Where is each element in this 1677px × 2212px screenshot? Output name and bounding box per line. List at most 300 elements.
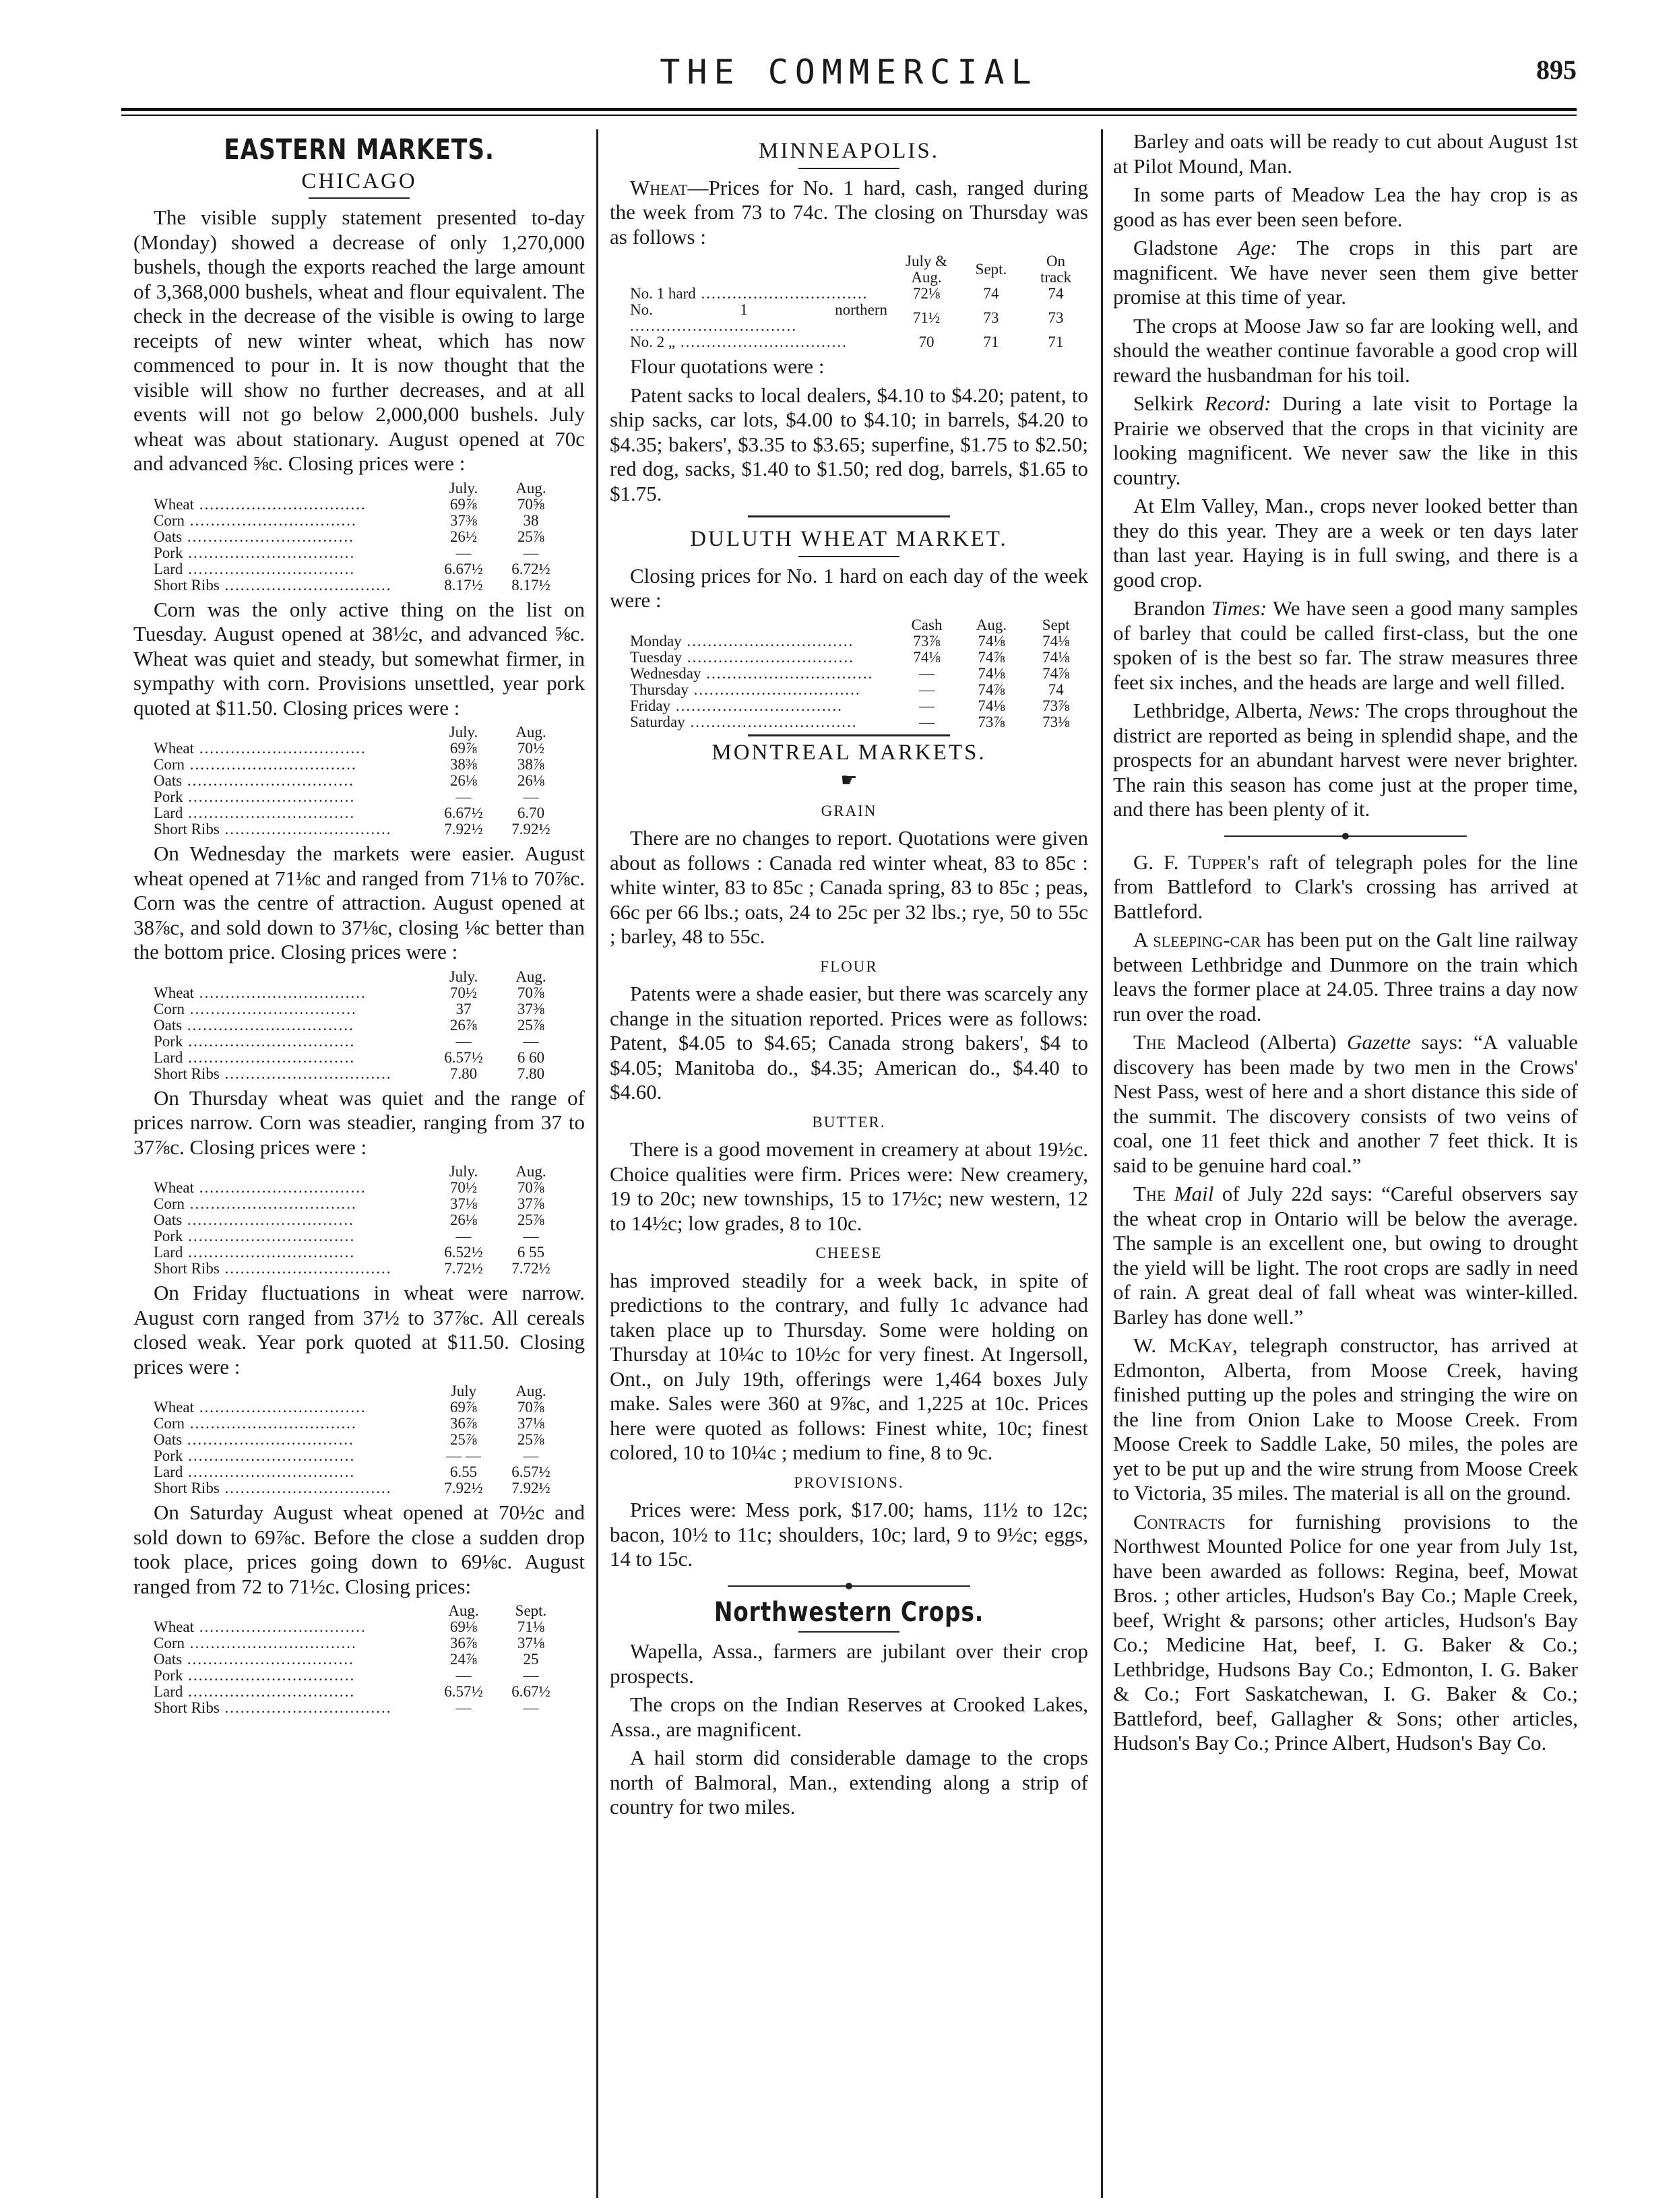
header-blank [147, 480, 430, 497]
leader-dots [183, 804, 355, 821]
lead-words: A sleeping-car [1133, 928, 1261, 951]
price-cell: 73⅞ [913, 632, 941, 650]
row-label [147, 1684, 430, 1700]
note-text: The crops throughout the district are reported as being in splendid shape, and the prospects for an abundant harvest were never brighter. The rain this season has come just at the proper time, and there has been plenty of it. [1113, 699, 1578, 821]
price-cell: 70⅝ [517, 495, 545, 513]
lead-words: The [1133, 1182, 1166, 1205]
price-cell: 38⅜ [449, 756, 478, 773]
note-text: The crops in this part are magnificent. We have never seen them give better promise at this time of year. [1113, 236, 1578, 309]
price-cell: 73 [1048, 309, 1064, 326]
price-cell: 37⅜ [517, 1000, 545, 1017]
row-label [623, 302, 894, 334]
price-cell: 7.92½ [444, 821, 483, 838]
row-label [147, 1196, 430, 1212]
leader-dots [182, 1017, 354, 1034]
row-label [147, 1399, 430, 1416]
montreal-grain: There are no changes to report. Quotations were given about as follows : Canada red winter wheat, 83 to 85c : white winter, 83 to 85c ; Canada spring, 83 to 85c ; peas, 66c per 66 lbs.; oats, 24 to 25c per 32 lbs.; rye, 50 to 55c ; barley, 48 to 55c. [610, 826, 1088, 948]
paper-name: Mail [1174, 1182, 1214, 1205]
leader-dots [682, 633, 854, 650]
crop-note-pilot-mound: Barley and oats will be ready to cut about August 1st at Pilot Mound, Man. [1113, 129, 1578, 178]
column-header: Sept. [515, 1602, 547, 1619]
crop-note-gladstone [1113, 236, 1578, 310]
price-cell: 26⅛ [517, 772, 545, 789]
price-table [147, 1603, 565, 1716]
leader-dots [630, 317, 797, 334]
table-row [623, 666, 1088, 682]
row-label [147, 773, 430, 789]
row-label [147, 1635, 430, 1651]
table-row [147, 1244, 565, 1261]
price-cell: — [523, 788, 539, 805]
table-row [147, 1700, 565, 1716]
price-cell: 6.67½ [444, 560, 483, 577]
leader-dots [183, 1033, 355, 1050]
news-text: of July 22d says: “Careful observers say the wheat crop in Ontario will be below the average. The sample is an excellent one, but owing to drought the yield will be light. The root crops are sadly in need of rain. A great deal of fall wheat was winter-killed. Barley has done well.” [1113, 1182, 1578, 1329]
row-label [623, 714, 894, 730]
column-header: Aug. [515, 968, 546, 985]
price-cell: 69⅞ [449, 495, 478, 513]
price-cell: 37 [455, 1000, 472, 1017]
price-cell: 70½ [449, 984, 478, 1001]
price-cell: 7.92½ [511, 821, 550, 838]
leader-dots [194, 1399, 367, 1416]
price-cell: 69⅞ [449, 740, 478, 757]
column-header: Cash [911, 616, 943, 633]
row-label [147, 1668, 430, 1684]
short-rule [309, 197, 410, 199]
table-row [147, 1432, 565, 1448]
paper-name: Gazette [1347, 1030, 1411, 1054]
row-label-text: Lard [154, 804, 183, 821]
leader-dots [182, 772, 354, 789]
row-label [147, 821, 430, 838]
table-row [147, 1228, 565, 1244]
row-label [147, 1001, 430, 1017]
news-mckay [1113, 1333, 1578, 1506]
row-label [623, 682, 894, 698]
crop-note-lethbridge [1113, 699, 1578, 822]
price-cell: 38⅞ [517, 756, 545, 773]
row-label [147, 1180, 430, 1196]
row-label-text: Corn [154, 1415, 185, 1432]
montreal-butter: There is a good movement in creamery at about 19½c. Choice qualities were firm. Prices were: New creamery, 19 to 20c; new townships, 15 to 17½c; new western, 12 to 14½c; low grades, 8 to 10c. [610, 1137, 1088, 1235]
row-label-text: No. 2 „ [630, 334, 676, 350]
leader-dots [183, 788, 355, 805]
price-cell: 6 55 [517, 1244, 545, 1261]
table-row [147, 497, 565, 513]
price-table [623, 617, 1088, 730]
news-tupper [1113, 850, 1578, 924]
section-heading-eastern-markets: EASTERN MARKETS. [224, 133, 495, 166]
leader-dots [183, 1463, 355, 1480]
price-cell: — [918, 697, 935, 714]
table-row [623, 633, 1088, 650]
row-label [147, 1212, 430, 1228]
table-header-row [147, 1603, 565, 1619]
table-row [623, 714, 1088, 730]
table-row [147, 1180, 565, 1196]
table-row [623, 698, 1088, 714]
news-text: has been put on the Galt line railway between Lethbridge and Dunmore on the train which leavs the former place at 24.05. Three trains a day now run over the road. [1113, 928, 1578, 1025]
row-label-text: Tuesday [630, 648, 683, 666]
price-cell: 6 60 [517, 1048, 545, 1066]
chicago-closing-prices [133, 1164, 585, 1277]
leader-dots [185, 1415, 357, 1432]
price-cell: 74⅞ [978, 681, 1005, 698]
row-label-text: Lard [154, 1683, 183, 1700]
leader-dots [182, 1211, 354, 1228]
subheading-montreal: MONTREAL MARKETS. [711, 740, 986, 765]
minneapolis-intro-text: —Prices for No. 1 hard, cash, ranged during the week from 73 to 74c. The closing on Thursday was as follows : [610, 175, 1088, 249]
price-cell: 7.72½ [444, 1260, 483, 1277]
row-label [147, 1050, 430, 1066]
table-header-row [147, 480, 565, 497]
row-label-text: Friday [630, 697, 671, 714]
price-cell: 6.52½ [444, 1244, 483, 1261]
row-label [147, 1651, 430, 1668]
price-cell: 74⅞ [978, 648, 1005, 666]
row-label-text: Pork [154, 1447, 183, 1464]
header-blank [147, 1383, 430, 1399]
leader-dots [185, 756, 357, 773]
column-minneapolis-duluth-montreal [610, 129, 1088, 1824]
header-blank [623, 617, 894, 633]
source-name: Selkirk [1133, 391, 1205, 415]
page-number: 895 [1536, 55, 1577, 85]
table-row [147, 805, 565, 821]
table-row [147, 773, 565, 789]
row-label-text: Wheat [154, 984, 195, 1001]
row-label [147, 577, 430, 594]
lead-words: W. McKay, [1133, 1333, 1238, 1357]
table-row [147, 529, 565, 545]
column-divider-2 [1101, 129, 1103, 2198]
table-row [147, 1261, 565, 1277]
leader-dots [220, 1699, 392, 1716]
price-cell: 73⅞ [1042, 697, 1070, 714]
table-row [623, 286, 1088, 302]
table-row [147, 1619, 565, 1635]
row-label [147, 740, 430, 757]
news-contracts [1113, 1510, 1578, 1756]
row-label-text: Monday [630, 632, 682, 650]
row-label-text: Corn [154, 756, 185, 773]
table-row [147, 1651, 565, 1668]
table-header-row [147, 969, 565, 985]
source-paper: News: [1308, 699, 1361, 722]
chicago-para: On Wednesday the markets were easier. August wheat opened at 71⅛c and ranged from 71⅛ to 70⅞c. Corn was the centre of attraction. August opened at 38⅞c, and sold down to 37⅛c, closing ⅛c better than the bottom price. Closing prices were : [133, 842, 585, 963]
price-cell: 71⅛ [517, 1618, 545, 1635]
leader-dots [194, 496, 367, 513]
price-cell: 37⅛ [449, 1195, 478, 1212]
northwestern-para-1: Wapella, Assa., farmers are jubilant over their crop prospects. [610, 1639, 1088, 1688]
price-cell: 37⅛ [517, 1635, 545, 1651]
price-cell: 6.70 [517, 804, 545, 821]
price-cell: 69⅞ [449, 1399, 478, 1416]
section-heading-northwestern-crops: Northwestern Crops. [714, 1596, 984, 1628]
row-label-text: Wheat [154, 1399, 195, 1416]
leader-dots [689, 681, 861, 698]
row-label [147, 1464, 430, 1480]
price-cell: 7.92½ [511, 1480, 550, 1496]
price-cell: 74 [983, 285, 999, 302]
news-sleeping-car [1113, 928, 1578, 1026]
row-label-text: Short Ribs [154, 1480, 220, 1496]
price-cell: 24⅞ [449, 1651, 478, 1668]
table-row [147, 1399, 565, 1416]
section-rule [748, 515, 950, 517]
row-label-text: Wheat [154, 1618, 195, 1635]
row-label [147, 1261, 430, 1277]
row-label-text: Wheat [154, 495, 195, 513]
price-cell: 7.80 [449, 1065, 478, 1082]
price-cell: 26½ [449, 528, 478, 545]
price-cell: 74⅛ [1042, 648, 1070, 666]
column-header: Sept. [975, 261, 1007, 278]
price-cell: 74⅛ [1042, 632, 1070, 650]
leader-dots [670, 697, 843, 714]
header-blank [147, 1603, 430, 1619]
leader-dots [675, 334, 848, 350]
table-row [623, 682, 1088, 698]
montreal-flour: Patents were a shade easier, but there was scarcely any change in the situation reported. Prices were as follows: Patent, $4.05 to $4.65; Canada strong bakers', $4 to $4.05; Manitoba do., $4.35; American do., $4.40 to $4.60. [610, 982, 1088, 1104]
price-cell: 36⅞ [449, 1415, 478, 1432]
leader-dots [220, 577, 392, 594]
row-label-text: Short Ribs [154, 821, 220, 838]
row-label-text: Oats [154, 528, 183, 545]
chicago-closing-prices [133, 969, 585, 1082]
montreal-provisions: Prices were: Mess pork, $17.00; hams, 11½ to 12c; bacon, 10½ to 11c; shoulders, 10c; lard, 9 to 9½c; eggs, 14 to 15c. [610, 1498, 1088, 1571]
table-header-row [147, 1383, 565, 1399]
table-row [147, 1066, 565, 1082]
crop-note-brandon [1113, 596, 1578, 695]
price-cell: 6.57½ [444, 1683, 483, 1700]
leader-dots [182, 1651, 354, 1668]
leader-dots [185, 1001, 357, 1017]
leader-dots [194, 1618, 367, 1635]
leader-dots [220, 1260, 392, 1277]
column-header: Aug. [448, 1602, 479, 1619]
price-cell: 71 [1048, 334, 1064, 350]
row-label-text: Wheat [154, 740, 195, 757]
table-header-row [147, 724, 565, 740]
section-rule [748, 734, 950, 736]
news-text: for furnishing provisions to the Northwest Mounted Police for one year from July 1st, have been awarded as follows: Regina, beef, Mowat Bros. ; other articles, Hudson's Bay Co.; Maple Creek, beef, Wright & parsons; other articles, Hudson's Bay Co.; Medicine Hat, beef, I. G. Baker & Co.; Lethbridge, Hudsons Bay Co.; Edmonton, I. G. Baker & Co.; Fort Saskatchewan, I. G. Baker & Co.; Battleford, beef, Gallagher & Sons; other articles, Hudson's Bay Co.; Prince Albert, Hudson's Bay Co. [1113, 1509, 1578, 1755]
crop-note-elm-valley: At Elm Valley, Man., crops never looked better than they do this year. They are a week or ten days later than last year. Haying is in full swing, and there is a good crop. [1113, 494, 1578, 592]
short-rule [798, 556, 899, 557]
note-text: We have seen a good many samples of barley that could be called first-class, but the one spoken of is the best so far. The straw measures three feet six inches, and the heads are large and well filled. [1113, 596, 1578, 694]
price-cell: 36⅞ [449, 1635, 478, 1651]
leader-dots [182, 528, 354, 545]
row-label-text: No. 1 northern [630, 301, 888, 318]
crop-note-meadow-lea: In some parts of Meadow Lea the hay crop is as good as has ever been seen before. [1113, 183, 1578, 231]
column-crop-news [1113, 129, 1578, 1760]
row-label [147, 545, 430, 561]
column-header: Aug. [515, 724, 546, 740]
row-label-text: Lard [154, 1048, 183, 1066]
source-name: Brandon [1133, 596, 1211, 620]
table-row [623, 650, 1088, 666]
column-header: July [450, 1383, 477, 1399]
table-row [147, 1480, 565, 1496]
row-label [147, 1244, 430, 1261]
table-row [147, 1416, 565, 1432]
row-label [147, 1034, 430, 1050]
row-label-text: Short Ribs [154, 1065, 220, 1082]
table-row [147, 1196, 565, 1212]
column-header: July. [449, 1163, 478, 1180]
table-row [623, 302, 1088, 334]
crop-note-selkirk [1113, 391, 1578, 490]
publication-title: THE COMMERCIAL [660, 53, 1038, 92]
row-label [147, 1448, 430, 1464]
table-row [147, 1464, 565, 1480]
column-header: Aug. [515, 479, 546, 497]
price-cell: 6.67½ [444, 804, 483, 821]
row-label [147, 497, 430, 513]
table-row [147, 577, 565, 594]
price-cell: 38 [523, 511, 539, 529]
northwestern-para-2: The crops on the Indian Reserves at Crooked Lakes, Assa., are magnificent. [610, 1693, 1088, 1741]
grain-heading: GRAIN [821, 802, 877, 819]
table-row [147, 985, 565, 1001]
leader-dots [183, 1244, 355, 1261]
leader-dots [194, 1179, 367, 1196]
table-row [147, 740, 565, 757]
price-table [147, 724, 565, 838]
price-table [147, 480, 565, 594]
row-label-text: Corn [154, 511, 185, 529]
lead-words: G. F. Tupper's [1133, 850, 1259, 874]
header-blank [147, 724, 430, 740]
price-cell: 73⅛ [1042, 713, 1070, 730]
table-row [147, 821, 565, 838]
minneapolis-price-table [610, 253, 1088, 350]
chicago-closing-prices [133, 1383, 585, 1496]
leader-dots [185, 512, 357, 529]
chicago-para: On Thursday wheat was quiet and the range of prices narrow. Corn was steadier, ranging from 37 to 37⅞c. Closing prices were : [133, 1085, 585, 1159]
leader-dots [194, 740, 367, 757]
masthead-rule-thick [121, 108, 1577, 111]
price-cell: — [455, 544, 472, 561]
price-cell: 74⅛ [978, 664, 1005, 682]
flour-heading: FLOUR [820, 957, 878, 975]
row-label [623, 650, 894, 666]
row-label [147, 1432, 430, 1448]
row-label-text: Thursday [630, 681, 689, 698]
source-name: Gladstone [1133, 236, 1238, 259]
header-blank [147, 1164, 430, 1180]
price-cell: 6.67½ [511, 1683, 550, 1700]
column-header: Aug. [976, 616, 1007, 633]
row-label [147, 985, 430, 1001]
masthead [121, 53, 1577, 96]
price-cell: 37⅞ [517, 1195, 545, 1212]
duluth-intro: Closing prices for No. 1 hard on each day of the week were : [610, 563, 1088, 612]
row-label-text: Oats [154, 1431, 183, 1448]
butter-heading: BUTTER. [812, 1113, 886, 1131]
row-label-text: No. 1 hard [630, 285, 696, 302]
price-cell: 74 [1048, 681, 1064, 698]
price-cell: — [918, 681, 935, 698]
column-header: Sept [1042, 616, 1070, 633]
price-cell: 25⅞ [517, 1211, 545, 1228]
price-cell: 70⅞ [517, 984, 545, 1001]
column-header: Aug. [515, 1383, 546, 1399]
price-cell: — [455, 1699, 472, 1716]
price-cell: 25⅞ [517, 1016, 545, 1034]
price-cell: 26⅛ [449, 772, 478, 789]
price-cell: 37⅜ [449, 511, 478, 529]
source-paper: Age: [1238, 236, 1277, 259]
row-label [147, 1480, 430, 1496]
row-label-text: Lard [154, 1244, 183, 1261]
price-cell: — [523, 1447, 539, 1464]
leader-dots [183, 1683, 355, 1700]
table-row [147, 789, 565, 805]
table-row [147, 1212, 565, 1228]
row-label [147, 561, 430, 577]
table-row [147, 1001, 565, 1017]
montreal-cheese: has improved steadily for a week back, in spite of predictions to the contrary, and fully 1c advance had taken place up to Thursday. Some were holding on Thursday at 10¼c to 10½c for very finest. At Ingersoll, Ont., on July 19th, offerings were 1,464 boxes July make. Sales were 360 at 9⅞c, and 1,225 at 10c. Prices here were quoted as follows: Finest white, 10c; finest colored, 10 to 10¼c ; medium to fine, 8 to 9c. [610, 1268, 1088, 1464]
short-rule [798, 1631, 899, 1633]
note-text: During a late visit to Portage la Prairie we observed that the crops in that vicinity are looking magnificent. We never saw the like in this country. [1113, 391, 1578, 489]
leader-dots [701, 665, 873, 682]
column-header: July. [449, 479, 478, 497]
price-cell: — [523, 544, 539, 561]
row-label [147, 529, 430, 545]
price-cell: 72⅛ [912, 285, 941, 302]
row-label [147, 805, 430, 821]
chicago-closing-prices [133, 1603, 585, 1716]
news-text: says: “A valuable discovery has been made by two men in the Crows' Nest Pass, west of here and a short distance this side of the summit. The discovery consists of two veins of coal, one 11 feet thick and another 7 feet thick. It is said to be genuine hard coal.” [1113, 1030, 1578, 1177]
price-cell: — [455, 788, 472, 805]
news-text: telegraph constructor, has arrived at Edmonton, Alberta, from Moose Creek, having finished putting up the poles and stringing the wire on the line from Onion Lake to Moose Creek. From Moose Creek to Saddle Lake, 50 miles, the poles are yet to be put up and the wire strung from Moose Creek to Victoria, 35 miles. The material is all on the ground. [1113, 1333, 1579, 1505]
price-cell: — [523, 1667, 539, 1684]
leader-dots [183, 544, 355, 561]
row-label [623, 666, 894, 682]
leader-dots [685, 714, 858, 730]
news-text: raft of telegraph poles for the line from Battleford to Clark's crossing has arrived at Battleford. [1113, 850, 1578, 923]
header-blank [623, 253, 894, 286]
price-cell: 8.17½ [444, 576, 483, 594]
leader-dots [220, 1480, 392, 1496]
chicago-closing-prices [133, 724, 585, 838]
price-cell: — [523, 1699, 539, 1716]
table-row [147, 1034, 565, 1050]
price-cell: 70⅞ [517, 1399, 545, 1416]
table-header-row [623, 617, 1088, 633]
table-row [147, 513, 565, 529]
price-cell: 71½ [912, 309, 941, 326]
table-row [147, 545, 565, 561]
masthead-rule-thin [121, 115, 1577, 116]
row-label [147, 789, 430, 805]
row-label-text: Corn [154, 1635, 185, 1651]
chicago-para: On Saturday August wheat opened at 70½c and sold down to 69⅞c. Before the close a sudden drop took place, prices going down to 69⅛c. August ranged from 72 to 71½c. Closing prices: [133, 1500, 585, 1598]
source-name: Lethbridge, Alberta, [1133, 699, 1308, 722]
column-header: July & Aug. [906, 253, 947, 286]
leader-dots [183, 1447, 355, 1464]
table-row [147, 1684, 565, 1700]
price-table [623, 253, 1088, 350]
row-label-text: Pork [154, 1228, 183, 1244]
price-cell: 74⅛ [978, 697, 1005, 714]
news-macleod-gazette [1113, 1030, 1578, 1178]
subheading-chicago: CHICAGO [301, 168, 417, 193]
chicago-para: The visible supply statement presented to-day (Monday) showed a decrease of only 1,270,000 bushels, though the exports reached the large amount of 3,368,000 bushels, wheat and flour equivalent. The check in the decrease of the visible is owing to large receipts of new winter wheat, which has now commenced to pour in. It is now thought that the visible will show no further decreases, and at all events will not go below 2,000,000 bushels. July wheat was about stationary. August opened at 70c and advanced ⅝c. Closing prices were : [133, 206, 585, 475]
column-header: On track [1040, 253, 1071, 286]
